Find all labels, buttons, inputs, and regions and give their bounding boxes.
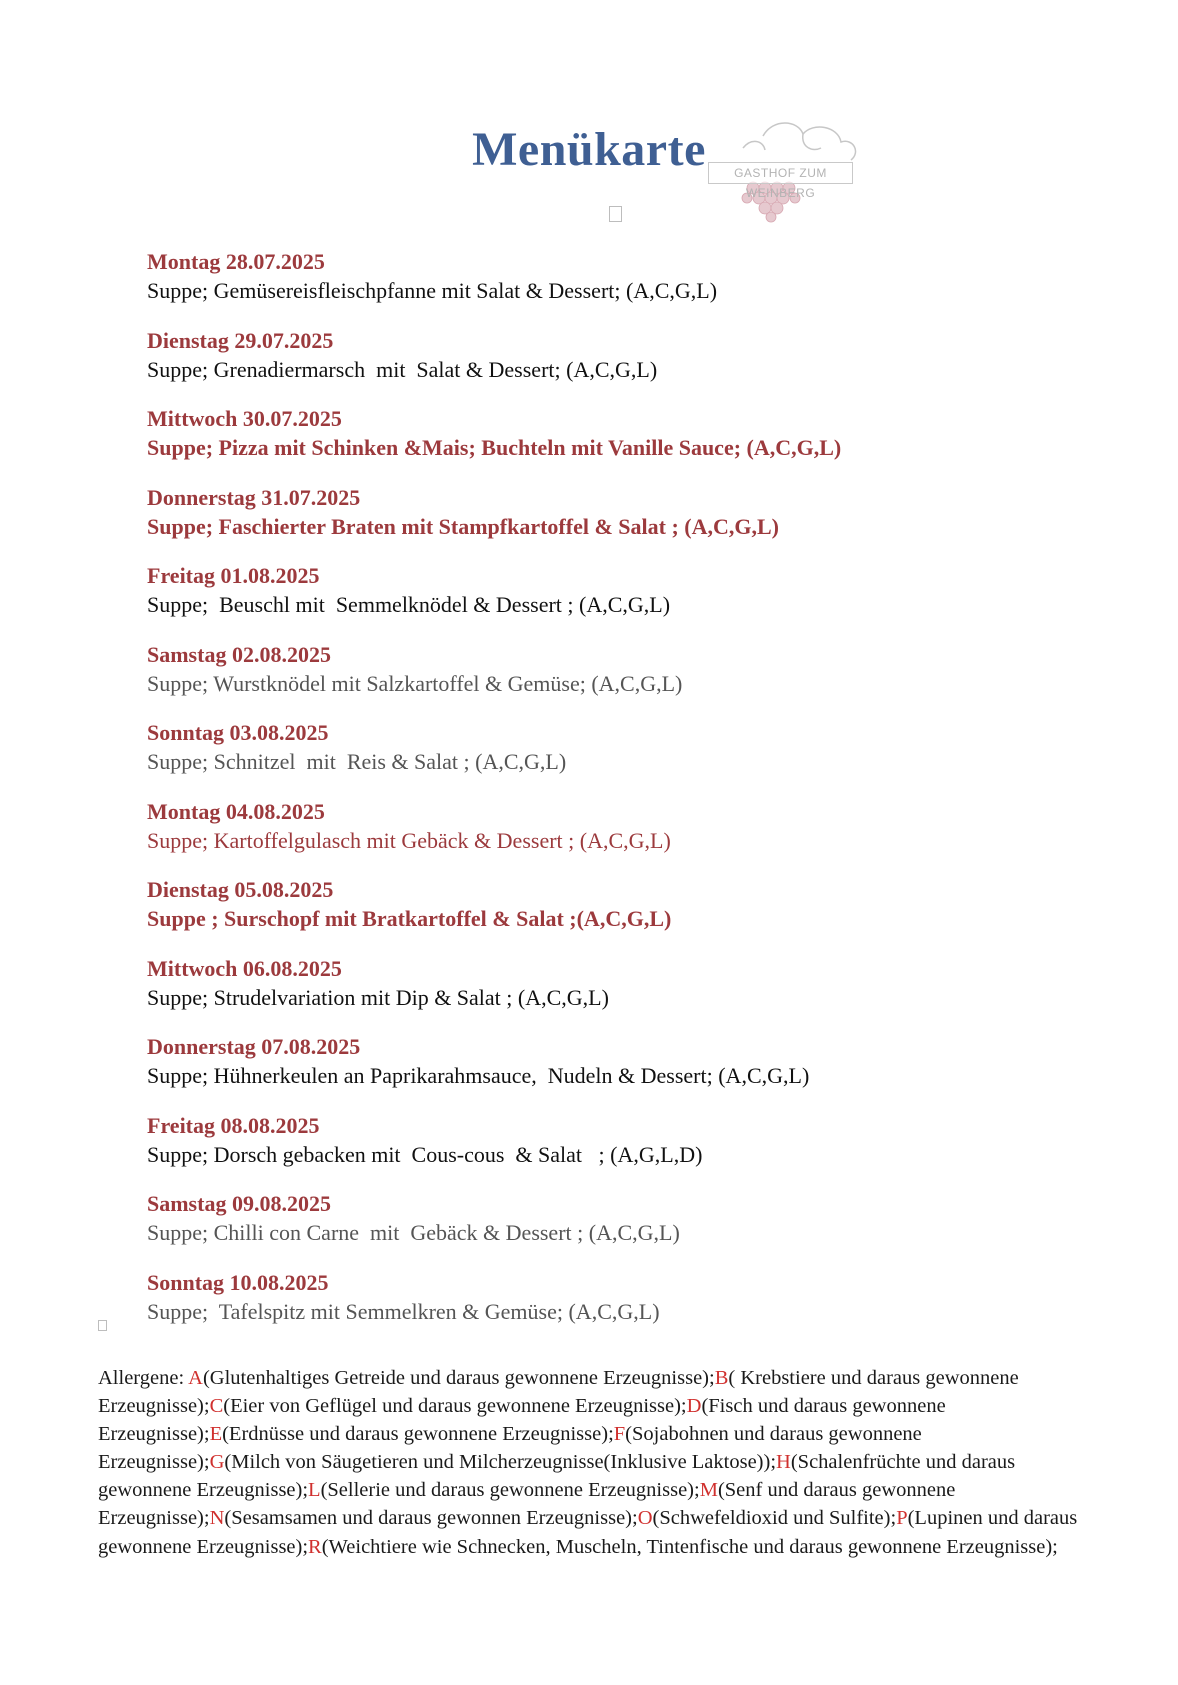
day-dish: Suppe; Gemüsereisfleischpfanne mit Salat & Dessert; (A,C,G,L) xyxy=(147,278,718,303)
allergen-description: (Lupinen und daraus gewonnene Erzeugnisse); xyxy=(98,1507,1078,1558)
menu-day xyxy=(147,1268,1087,1347)
day-dish: Suppe; Dorsch gebacken mit Cous-cous & Salat ; (A,G,L,D) xyxy=(147,1141,703,1167)
day-date: Sonntag 10.08.2025 xyxy=(147,1269,329,1295)
day-dish: Suppe; Grenadiermarsch mit Salat & Dessert; (A,C,G,L) xyxy=(147,356,658,382)
day-dish: Suppe; Schnitzel mit Reis & Salat ; (A,C,G,L) xyxy=(147,749,567,774)
allergen-description: (Sesamsamen und daraus gewonnen Erzeugnisse); xyxy=(224,1507,638,1530)
menu-day xyxy=(147,718,1087,797)
allergen-letter: H xyxy=(776,1451,791,1474)
image-placeholder-icon xyxy=(98,1320,107,1331)
day-dish: Suppe ; Surschopf mit Bratkartoffel & Salat ;(A,C,G,L) xyxy=(147,906,672,931)
allergen-letter: N xyxy=(209,1507,225,1530)
menu-day xyxy=(147,247,1087,326)
allergen-description: (Weichtiere wie Schnecken, Muscheln, Tintenfische und daraus gewonnene Erzeugnisse); xyxy=(321,1535,1058,1558)
allergen-letter: G xyxy=(209,1451,225,1474)
day-date: Dienstag 05.08.2025 xyxy=(147,877,334,902)
day-date: Donnerstag 31.07.2025 xyxy=(147,484,361,510)
allergen-letter: P xyxy=(896,1507,908,1530)
day-dish: Suppe; Wurstknödel mit Salzkartoffel & Gemüse; (A,C,G,L) xyxy=(147,670,683,696)
menu-day xyxy=(147,561,1087,640)
allergen-description: ( Krebstiere und daraus gewonnene Erzeugnisse); xyxy=(98,1367,1019,1418)
menu-day xyxy=(147,1032,1087,1111)
day-date: Samstag 02.08.2025 xyxy=(147,641,331,667)
day-date: Mittwoch 30.07.2025 xyxy=(147,406,342,431)
image-placeholder-icon xyxy=(609,206,622,222)
day-dish: Suppe; Hühnerkeulen an Paprikarahmsauce, Nudeln & Dessert; (A,C,G,L) xyxy=(147,1063,810,1088)
allergen-letter: L xyxy=(308,1479,321,1502)
logo-text: GASTHOF ZUM WEINBERG xyxy=(708,162,853,184)
allergen-letter: R xyxy=(308,1535,322,1558)
allergen-description: (Eier von Geflügel und daraus gewonnene Erzeugnisse); xyxy=(223,1395,687,1418)
day-date: Dienstag 29.07.2025 xyxy=(147,327,334,353)
allergen-letter: A xyxy=(188,1367,203,1389)
day-date: Montag 28.07.2025 xyxy=(147,249,325,274)
allergen-description: (Schwefeldioxid und Sulfite); xyxy=(652,1507,897,1530)
allergen-description: (Milch von Säugetieren und Milcherzeugnisse(Inklusive Laktose)); xyxy=(224,1451,777,1474)
day-date: Sonntag 03.08.2025 xyxy=(147,720,329,745)
day-date: Samstag 09.08.2025 xyxy=(147,1191,331,1216)
menu-day xyxy=(147,797,1087,876)
menu-day xyxy=(147,404,1087,483)
day-dish: Suppe; Tafelspitz mit Semmelkren & Gemüse; (A,C,G,L) xyxy=(147,1298,660,1324)
allergen-letter: C xyxy=(209,1395,224,1418)
day-date: Donnerstag 07.08.2025 xyxy=(147,1034,361,1059)
allergen-description: (Sojabohnen und daraus gewonnene Erzeugnisse); xyxy=(98,1423,922,1474)
allergen-letter: M xyxy=(699,1479,718,1502)
day-date: Freitag 08.08.2025 xyxy=(147,1112,320,1138)
page-title: Menükarte xyxy=(472,123,706,176)
menu-day xyxy=(147,640,1087,719)
allergen-description: (Sellerie und daraus gewonnene Erzeugnisse); xyxy=(320,1479,700,1502)
day-date: Mittwoch 06.08.2025 xyxy=(147,955,342,981)
day-dish: Suppe; Strudelvariation mit Dip & Salat ; (A,C,G,L) xyxy=(147,984,609,1010)
menu-day xyxy=(147,1189,1087,1268)
allergen-letter: E xyxy=(209,1423,223,1446)
allergen-letter: F xyxy=(613,1423,626,1446)
allergen-description: (Senf und daraus gewonnene Erzeugnisse); xyxy=(98,1479,956,1530)
menu-day xyxy=(147,483,1087,562)
menu-day xyxy=(147,326,1087,405)
allergen-label: Allergene: xyxy=(98,1367,189,1389)
day-dish: Suppe; Pizza mit Schinken &Mais; Buchteln mit Vanille Sauce; (A,C,G,L) xyxy=(147,435,842,460)
allergen-letter: B xyxy=(714,1367,729,1389)
day-dish: Suppe; Beuschl mit Semmelknödel & Dessert ; (A,C,G,L) xyxy=(147,592,671,617)
allergen-description: (Erdnüsse und daraus gewonnene Erzeugnisse); xyxy=(222,1423,614,1446)
menu-day xyxy=(147,875,1087,954)
allergen-legend xyxy=(98,1364,1098,1561)
allergen-description: (Schalenfrüchte und daraus gewonnene Erzeugnisse); xyxy=(98,1451,1016,1502)
allergen-description: (Fisch und daraus gewonnene Erzeugnisse); xyxy=(98,1395,946,1446)
menu-list xyxy=(147,247,1087,1346)
menu-day xyxy=(147,1111,1087,1190)
day-date: Freitag 01.08.2025 xyxy=(147,563,320,588)
menu-day xyxy=(147,954,1087,1033)
day-dish: Suppe; Faschierter Braten mit Stampfkartoffel & Salat ; (A,C,G,L) xyxy=(147,513,780,539)
day-dish: Suppe; Chilli con Carne mit Gebäck & Dessert ; (A,C,G,L) xyxy=(147,1220,680,1245)
allergen-letter: O xyxy=(637,1507,653,1530)
day-date: Montag 04.08.2025 xyxy=(147,798,325,824)
day-dish: Suppe; Kartoffelgulasch mit Gebäck & Dessert ; (A,C,G,L) xyxy=(147,827,671,853)
allergen-letter: D xyxy=(686,1395,702,1418)
allergen-description: (Glutenhaltiges Getreide und daraus gewonnene Erzeugnisse); xyxy=(202,1367,715,1389)
